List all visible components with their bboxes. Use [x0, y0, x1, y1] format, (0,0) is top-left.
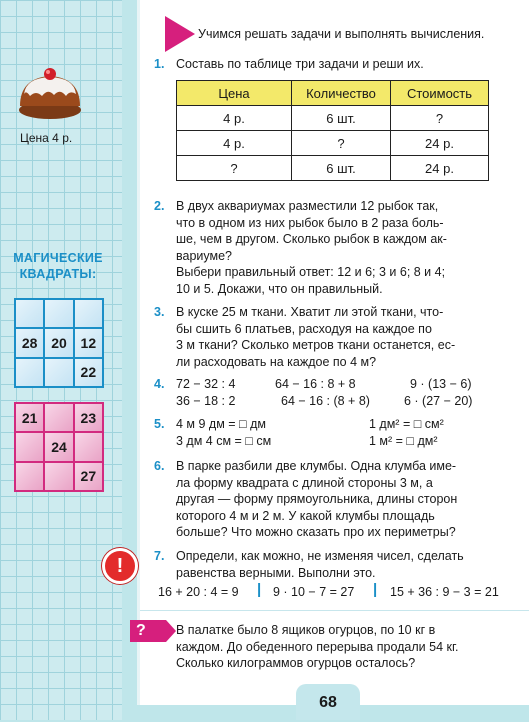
- task-number: 6.: [154, 459, 165, 473]
- magic-squares-title: [8, 250, 108, 282]
- table-cell: 4 р.: [177, 131, 292, 156]
- expression: 64 − 16 : (8 + 8): [281, 393, 370, 408]
- task6-line: которого 4 м и 2 м. У какой клумбы площадь: [176, 508, 435, 523]
- magic-cell[interactable]: [16, 463, 43, 490]
- task2-line: ше, чем в другом. Сколько рыбок в каждом ак-: [176, 232, 447, 247]
- conversion: 1 м² = □ дм²: [369, 433, 438, 448]
- table-header: Количество: [292, 81, 391, 106]
- magic-cell[interactable]: [45, 300, 72, 327]
- expression: 64 − 16 : 8 + 8: [275, 377, 356, 391]
- task-number: 5.: [154, 417, 165, 431]
- expression: 6 · (27 − 20): [404, 393, 473, 408]
- section-header: Учимся решать задачи и выполнять вычисления.: [198, 27, 485, 41]
- divider-line: [140, 610, 529, 611]
- magic-cell[interactable]: [16, 359, 43, 386]
- task6-line: больше? Что можно сказать про их периметры?: [176, 525, 456, 540]
- task3-line: 3 м ткани? Сколько метров ткани останется, ес-: [176, 338, 456, 353]
- expression: 36 − 18 : 2: [176, 393, 236, 408]
- task3-line: бы сшить 6 платьев, расходуя на каждое по: [176, 321, 432, 336]
- task2-line: Выбери правильный ответ: 12 и 6; 3 и 6; 8 и 4;: [176, 265, 446, 280]
- magic-cell[interactable]: 23: [75, 404, 102, 431]
- table-row: [177, 106, 489, 131]
- magic-square-2: [14, 402, 104, 492]
- page-number: 68: [296, 684, 360, 720]
- price-table: [176, 80, 489, 181]
- magic-cell[interactable]: 28: [16, 329, 43, 356]
- magic-title-line2: КВАДРАТЫ:: [19, 267, 97, 281]
- expression: 9 · (13 − 6): [410, 377, 472, 391]
- task2-line: В двух аквариумах разместили 12 рыбок так,: [176, 199, 439, 213]
- cake-price: Цена 4 р.: [20, 131, 73, 145]
- conversion: 1 дм² = □ см²: [369, 417, 444, 431]
- exclamation-icon: !: [102, 548, 138, 584]
- table-header: Цена: [177, 81, 292, 106]
- task3-line: В куске 25 м ткани. Хватит ли этой ткани, что-: [176, 305, 444, 319]
- magic-cell[interactable]: [45, 404, 72, 431]
- task7-line: равенства верными. Выполни это.: [176, 565, 376, 580]
- expression: 72 − 32 : 4: [176, 377, 236, 391]
- bonus-line: Сколько килограммов огурцов осталось?: [176, 656, 416, 671]
- magic-cell[interactable]: 21: [16, 404, 43, 431]
- task-number: 4.: [154, 377, 165, 391]
- magic-title-line1: МАГИЧЕСКИЕ: [13, 251, 103, 265]
- conversion: 4 м 9 дм = □ дм: [176, 417, 266, 431]
- magic-cell[interactable]: [45, 463, 72, 490]
- magic-cell[interactable]: 20: [45, 329, 72, 356]
- task3-line: ли расходовать на каждое по 4 м?: [176, 354, 377, 369]
- task7-line: Определи, как можно, не изменяя чисел, сделать: [176, 549, 464, 563]
- task-number: 3.: [154, 305, 165, 319]
- magic-cell[interactable]: 12: [75, 329, 102, 356]
- table-header: Стоимость: [391, 81, 489, 106]
- magic-cell[interactable]: [75, 300, 102, 327]
- magic-square-1: [14, 298, 104, 388]
- table-cell: ?: [292, 131, 391, 156]
- task6-line: В парке разбили две клумбы. Одна клумба име-: [176, 459, 457, 473]
- table-row: [177, 131, 489, 156]
- cake-illustration: [14, 60, 86, 122]
- task1-text: Составь по таблице три задачи и реши их.: [176, 57, 424, 71]
- table-cell: 6 шт.: [292, 106, 391, 131]
- magic-cell[interactable]: [45, 359, 72, 386]
- magic-cell[interactable]: 27: [75, 463, 102, 490]
- magic-cell[interactable]: 22: [75, 359, 102, 386]
- header-triangle-icon: [165, 16, 195, 52]
- magic-cell[interactable]: [75, 433, 102, 460]
- equation: 9 · 10 − 7 = 27: [273, 585, 355, 599]
- task2-line: что в одном из них рыбок было в 2 раза боль-: [176, 215, 444, 230]
- conversion: 3 дм 4 см = □ см: [176, 433, 272, 448]
- table-cell: ?: [391, 106, 489, 131]
- bonus-line: В палатке было 8 ящиков огурцов, по 10 кг в: [176, 623, 436, 637]
- table-cell: 24 р.: [391, 156, 489, 181]
- task-number: 7.: [154, 549, 165, 563]
- table-row: [177, 156, 489, 181]
- equation: 16 + 20 : 4 = 9: [158, 585, 239, 599]
- task6-line: ла форму квадрата с длиной стороны 3 м, а: [176, 475, 433, 490]
- magic-cell[interactable]: 24: [45, 433, 72, 460]
- magic-cell[interactable]: [16, 300, 43, 327]
- table-cell: 6 шт.: [292, 156, 391, 181]
- table-header-row: [177, 81, 489, 106]
- table-cell: 4 р.: [177, 106, 292, 131]
- task2-line: вариуме?: [176, 248, 232, 263]
- divider: |: [257, 581, 262, 598]
- divider: |: [373, 581, 378, 598]
- equation: 15 + 36 : 9 − 3 = 21: [390, 585, 499, 599]
- table-cell: 24 р.: [391, 131, 489, 156]
- task-number: 2.: [154, 199, 165, 213]
- task-number: 1.: [154, 57, 165, 71]
- task6-line: другая — форму прямоугольника, длины сторон: [176, 492, 458, 507]
- table-cell: ?: [177, 156, 292, 181]
- bonus-line: каждом. До обеденного перерыва продали 54 кг.: [176, 639, 459, 654]
- magic-cell[interactable]: [16, 433, 43, 460]
- task2-line: 10 и 5. Докажи, что он правильный.: [176, 282, 383, 296]
- question-mark-icon: ?: [130, 620, 166, 642]
